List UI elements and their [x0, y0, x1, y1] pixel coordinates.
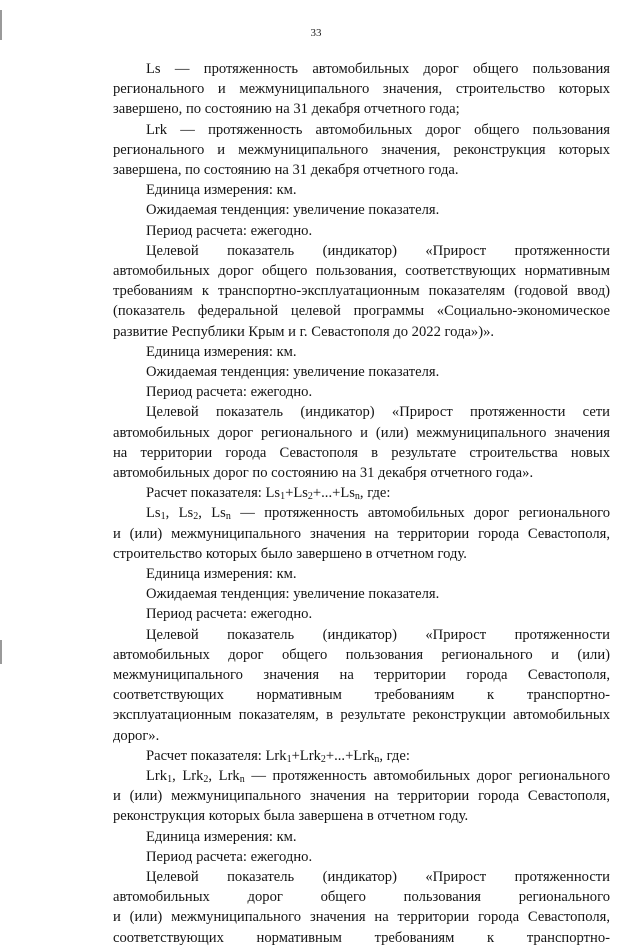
text-line: эксплуатационным показателям, в результате реконструкции автомобильных	[113, 707, 610, 724]
text-line: Ожидаемая тенденция: увеличение показателя.	[146, 202, 440, 219]
text-segment: , где:	[379, 747, 410, 764]
text-segment: Lrk	[146, 768, 168, 784]
text-line: Период расчета: ежегодно.	[146, 848, 313, 865]
text-line: реконструкция которых была завершена в отчетном году.	[113, 808, 469, 825]
text-line: автомобильных дорог общего пользования регионального и (или)	[113, 646, 610, 663]
text-segment: , где:	[359, 485, 391, 502]
text-line: Период расчета: ежегодно.	[146, 384, 313, 401]
text-segment: — протяженность автомобильных дорог регионального	[244, 768, 610, 784]
subscript-index: 2	[307, 491, 313, 503]
text-line: Целевой показатель (индикатор) «Прирост протяженности	[146, 869, 610, 885]
text-line: развитие Республики Крым и г. Севастополя до 2022 года»)».	[113, 323, 495, 340]
text-line: Целевой показатель (индикатор) «Прирост протяженности	[146, 626, 610, 643]
text-line	[146, 767, 610, 785]
text-line: строительство которых было завершено в отчетном году.	[113, 545, 467, 562]
text-line	[146, 484, 610, 502]
text-segment: +...+Lrk	[325, 747, 375, 764]
scan-edge-mark	[0, 640, 2, 664]
text-line: Целевой показатель (индикатор) «Прирост протяженности сети	[146, 404, 610, 421]
text-line: автомобильных дорог по состоянию на 31 декабря отчетного года».	[113, 465, 534, 481]
subscript-index: 2	[320, 753, 326, 765]
text-line: соответствующих нормативным требованиям к транспортно-	[113, 929, 610, 946]
text-line: соответствующих нормативным требованиям к транспортно-	[113, 687, 610, 704]
subscript-index: 1	[286, 753, 292, 765]
text-line	[146, 747, 610, 765]
text-line: Lrk — протяженность автомобильных дорог общего пользования	[146, 121, 610, 138]
text-line: дорог».	[113, 727, 160, 744]
text-line: регионального и межмуниципального значения, строительство которых	[113, 81, 610, 98]
text-line: завершена, по состоянию на 31 декабря отчетного года.	[113, 162, 459, 178]
text-segment: , Lrk	[208, 768, 240, 784]
text-line: на территории города Севастополя в результате строительства новых	[113, 444, 610, 461]
text-line: (показатель федеральной целевой программы «Социально-экономическое	[113, 303, 610, 320]
text-line	[146, 504, 610, 522]
text-segment: , Lrk	[172, 768, 204, 784]
text-line: Период расчета: ежегодно.	[146, 606, 313, 623]
text-line: Единица измерения: км.	[146, 828, 297, 845]
text-line: Ожидаемая тенденция: увеличение показателя.	[146, 364, 440, 380]
text-segment: +Ls	[285, 485, 308, 502]
text-line: автомобильных дорог общего пользования, соответствующих нормативным	[113, 263, 610, 279]
text-segment: +Lrk	[291, 747, 321, 764]
text-segment: Расчет показателя: Lrk	[146, 747, 287, 764]
text-line: требованиям к транспортно-эксплуатационным показателям (годовой ввод)	[113, 283, 610, 300]
text-line: межмуниципального значения на территории города Севастополя,	[113, 667, 610, 683]
text-line: автомобильных дорог регионального и (или) межмуниципального значения	[113, 424, 610, 441]
text-line: Единица измерения: км.	[146, 343, 297, 360]
text-line: и (или) межмуниципального значения на территории города Севастополя,	[113, 788, 610, 805]
text-line: Единица измерения: км.	[146, 566, 297, 582]
text-line: Ls — протяженность автомобильных дорог общего пользования	[146, 61, 610, 77]
text-line: завершено, по состоянию на 31 декабря отчетного года;	[113, 101, 460, 118]
text-segment: , Ls	[165, 505, 194, 522]
text-segment: +...+Ls	[312, 485, 355, 502]
subscript-index: n	[374, 753, 380, 765]
text-line: и (или) межмуниципального значения на территории города Севастополя,	[113, 525, 610, 542]
text-line: автомобильных дорог общего пользования регионального	[113, 889, 610, 906]
subscript-index: 2	[193, 511, 199, 523]
text-line: и (или) межмуниципального значения на территории города Севастополя,	[113, 909, 610, 926]
subscript-index: n	[225, 511, 231, 523]
text-segment: Расчет показателя: Ls	[146, 485, 281, 502]
text-segment: Ls	[146, 505, 161, 522]
page-number: 33	[310, 27, 322, 39]
subscript-index: 1	[167, 774, 173, 785]
subscript-index: 1	[160, 511, 166, 523]
text-line: Ожидаемая тенденция: увеличение показателя.	[146, 586, 440, 603]
text-segment: , Ls	[198, 505, 226, 522]
subscript-index: 2	[203, 774, 209, 785]
text-line: Целевой показатель (индикатор) «Прирост протяженности	[146, 242, 610, 259]
subscript-index: n	[239, 774, 245, 785]
text-segment: — протяженность автомобильных дорог регионального	[230, 505, 610, 522]
text-line: регионального и межмуниципального значения, реконструкция которых	[113, 141, 610, 158]
subscript-index: n	[354, 491, 360, 503]
text-line: Период расчета: ежегодно.	[146, 222, 313, 239]
subscript-index: 1	[280, 491, 286, 503]
text-line: Единица измерения: км.	[146, 182, 297, 199]
